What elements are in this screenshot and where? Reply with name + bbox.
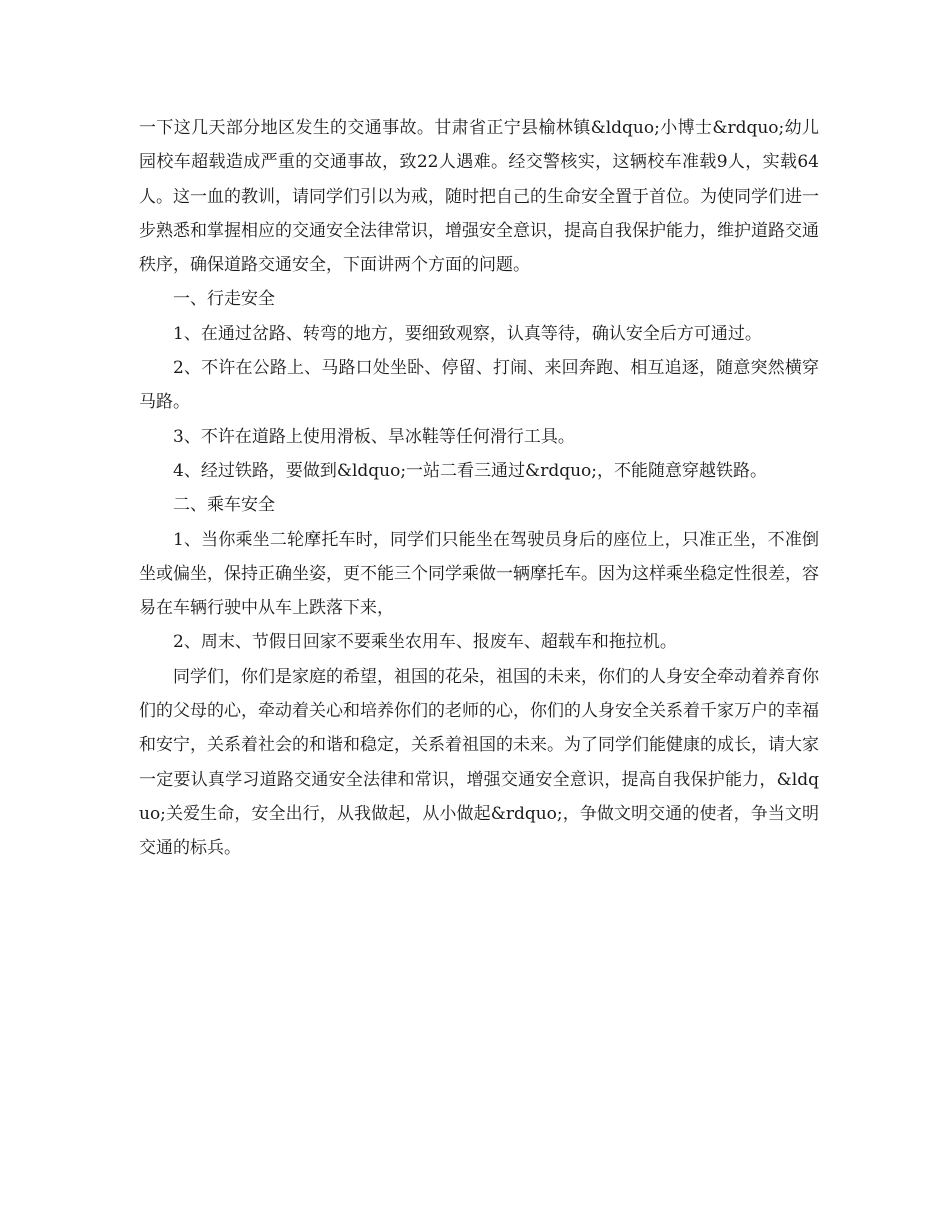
paragraph-intro: 一下这几天部分地区发生的交通事故。甘肃省正宁县榆林镇&ldquo;小博士&rdquo;幼儿园校车超载造成严重的交通事故，致22人遇难。经交警核实，这辆校车准载9人，实载64人。这一血的教训，请同学们引以为戒，随时把自己的生命安全置于首位。为使同学们进一步熟悉和掌握相应的交通安全法律常识，增强安全意识，提高自我保护能力，维护道路交通秩序，确保道路交通安全，下面讲两个方面的问题。 — [139, 118, 819, 276]
walking-rule-2: 2、不许在公路上、马路口处坐卧、停留、打闹、来回奔跑、相互追逐，随意突然横穿马路。 — [139, 358, 819, 413]
paragraph-conclusion: 同学们，你们是家庭的希望，祖国的花朵，祖国的未来，你们的人身安全牵动着养育你们的父母的心，牵动着关心和培养你们的老师的心，你们的人身安全关系着千家万户的幸福和安宁，关系着社会的和谐和稳定，关系着祖国的未来。为了同学们能健康的成长，请大家一定要认真学习道路交通安全法律和常识，增强交通安全意识，提高自我保护能力，&ldquo;关爱生命，安全出行，从我做起，从小做起&rdquo;，争做文明交通的使者，争当文明交通的标兵。 — [139, 666, 819, 859]
document-body — [139, 111, 819, 866]
walking-rule-4: 4、经过铁路，要做到&ldquo;一站二看三通过&rdquo;，不能随意穿越铁路。 — [173, 460, 767, 481]
riding-rule-2: 2、周末、节假日回家不要乘坐农用车、报废车、超载车和拖拉机。 — [173, 632, 677, 653]
heading-walking-safety: 一、行走安全 — [173, 289, 275, 310]
riding-rule-1: 1、当你乘坐二轮摩托车时，同学们只能坐在驾驶员身后的座位上，只准正坐，不准倒坐或偏坐，保持正确坐姿，更不能三个同学乘做一辆摩托车。因为这样乘坐稳定性很差，容易在车辆行驶中从车上跌落下来， — [139, 529, 819, 619]
walking-rule-1: 1、在通过岔路、转弯的地方，要细致观察，认真等待，确认安全后方可通过。 — [173, 323, 762, 344]
heading-riding-safety: 二、乘车安全 — [173, 495, 275, 516]
walking-rule-3: 3、不许在道路上使用滑板、旱冰鞋等任何滑行工具。 — [173, 426, 575, 447]
